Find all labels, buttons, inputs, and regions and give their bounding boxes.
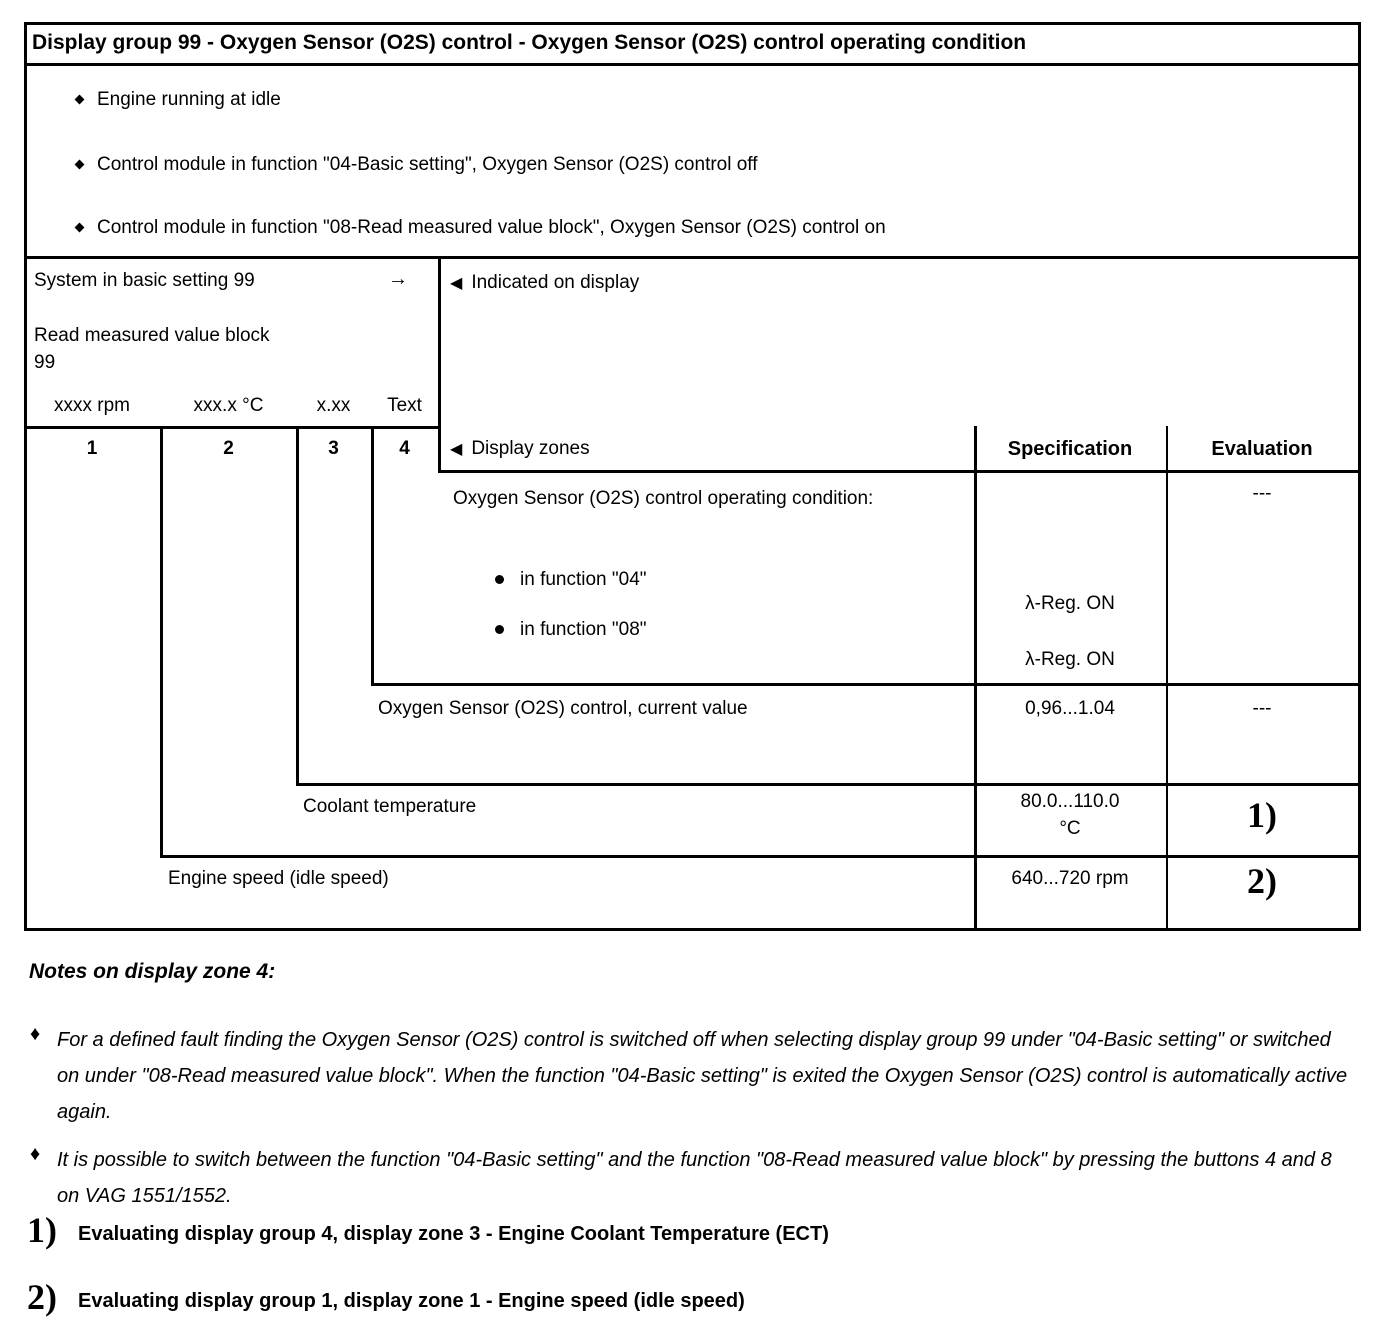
col-divider-1-2 [160, 426, 163, 858]
row-name-engine-speed: Engine speed (idle speed) [168, 868, 389, 889]
zone3-row-divider [296, 783, 1361, 786]
spec-col-divider [974, 426, 977, 931]
condition-item: Control module in function "04-Basic setting", Oxygen Sensor (O2S) control off [97, 154, 758, 175]
left-triangle-icon: ◀ [450, 275, 463, 292]
zone-number-3: 3 [328, 438, 339, 459]
bullet-icon [75, 95, 85, 105]
note-item: It is possible to switch between the function "04-Basic setting" and the function "08-Read measured value block" by pressing the buttons 4 and 8 on VAG 1551/1552. [57, 1149, 1332, 1207]
condition-item: Control module in function "08-Read measured value block", Oxygen Sensor (O2S) control on [97, 217, 886, 238]
row-name-coolant-temperature: Coolant temperature [303, 796, 477, 817]
eval-footnote-ref-1: 1) [1247, 795, 1277, 835]
zone-number-1: 1 [86, 438, 98, 459]
format-zone-4: Text [387, 395, 422, 416]
display-zones-label [450, 437, 590, 462]
row-name-o2s-operating-condition: Oxygen Sensor (O2S) control operating condition: [453, 488, 874, 509]
diamond-bullet-icon: ♦ [30, 1143, 41, 1165]
footnote-marker-2: 2) [27, 1277, 57, 1317]
zone-number-4: 4 [399, 438, 410, 459]
col-divider-2-3 [296, 426, 299, 786]
zone4-row-divider [371, 683, 1361, 686]
table-top-border [24, 256, 1361, 259]
spec-value-lambda-04: λ-Reg. ON [1025, 593, 1115, 614]
eval-column-header: Evaluation [1211, 438, 1313, 460]
row-sub-bullet-function-08: in function "08" [520, 619, 647, 640]
note-item: For a defined fault finding the Oxygen Sensor (O2S) control is switched off when selecting display group 99 under "04-Basic setting" or switched on under "08-Read measured value block". When the function "04-Basic setting" is exited the Oxygen Sensor (O2S) control is automatically active again. [57, 1029, 1348, 1123]
format-zone-1: xxxx rpm [54, 395, 130, 416]
footnote-text-1: Evaluating display group 4, display zone 3 - Engine Coolant Temperature (ECT) [78, 1223, 829, 1245]
notes-heading: Notes on display zone 4: [29, 960, 276, 983]
footnote-marker-1: 1) [27, 1210, 57, 1250]
format-row-divider [24, 426, 441, 429]
col-divider-3-4 [371, 426, 374, 686]
left-triangle-icon: ◀ [450, 441, 463, 458]
table-bottom-border [24, 928, 1361, 931]
row-name-o2s-current-value: Oxygen Sensor (O2S) control, current value [378, 698, 748, 719]
spec-column-header: Specification [1007, 438, 1133, 460]
condition-item: Engine running at idle [97, 89, 281, 110]
spec-value-lambda-08: λ-Reg. ON [1025, 649, 1115, 670]
row-sub-bullet-function-04: in function "04" [520, 569, 647, 590]
indicated-on-display-text: Indicated on display [471, 272, 640, 293]
spec-value-coolant-range: 80.0...110.0 [1020, 791, 1120, 812]
zones-header-divider [438, 470, 1361, 473]
eval-value-dashes: --- [1252, 698, 1272, 719]
display-zones-text: Display zones [471, 438, 590, 459]
bullet-icon [495, 625, 504, 634]
spec-value-current: 0,96...1.04 [1025, 698, 1115, 719]
diamond-bullet-icon: ♦ [30, 1023, 41, 1045]
bullet-icon [75, 223, 85, 233]
spec-value-engine-speed: 640...720 rpm [1011, 868, 1129, 889]
zone-number-2: 2 [223, 438, 234, 459]
eval-footnote-ref-2: 2) [1247, 861, 1277, 901]
bullet-icon [495, 575, 504, 584]
read-measured-label: Read measured value block [34, 325, 270, 346]
outer-border-top [24, 22, 1361, 25]
title-divider [24, 63, 1361, 66]
read-measured-label-2: 99 [34, 352, 56, 373]
footnote-text-2: Evaluating display group 1, display zone 1 - Engine speed (idle speed) [78, 1290, 745, 1312]
header-box-divider [438, 256, 441, 473]
outer-border-left [24, 22, 27, 931]
indicated-on-display-label [450, 271, 639, 296]
bullet-icon [75, 160, 85, 170]
format-zone-3: x.xx [316, 395, 351, 416]
zone2-row-divider [160, 855, 1361, 858]
spec-value-coolant-unit: °C [1059, 818, 1081, 839]
system-basic-setting-label: System in basic setting 99 [34, 270, 255, 291]
page-title: Display group 99 - Oxygen Sensor (O2S) control - Oxygen Sensor (O2S) control operating condition [32, 31, 1027, 54]
arrow-right-icon: → [388, 268, 408, 290]
eval-value-dashes: --- [1252, 483, 1272, 504]
format-zone-2: xxx.x °C [193, 395, 264, 416]
outer-border-right [1358, 22, 1361, 931]
